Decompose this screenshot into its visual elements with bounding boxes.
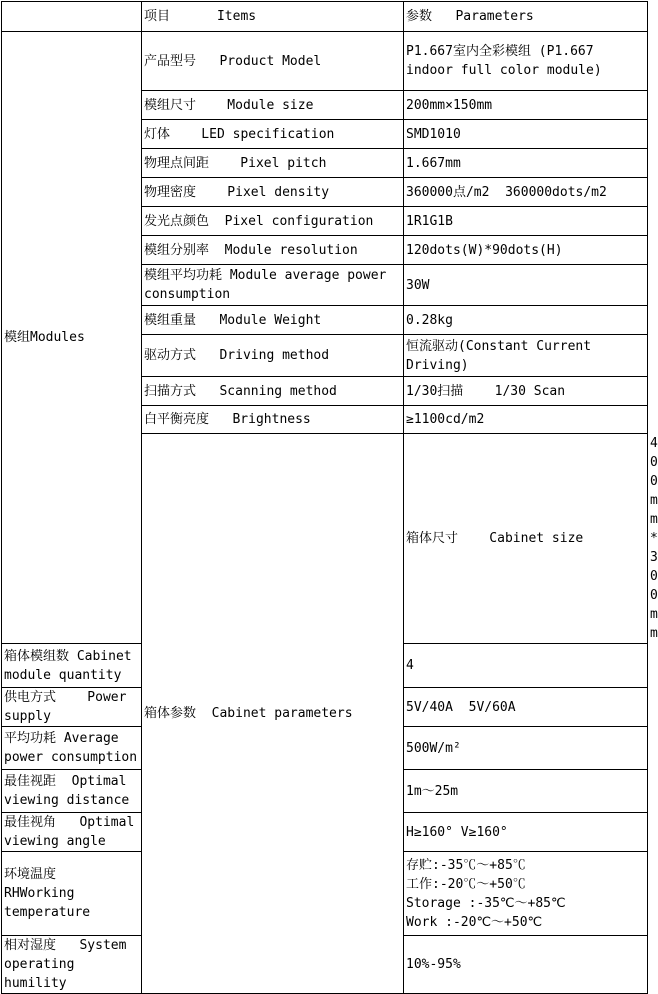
spec-table <box>1 1 658 994</box>
item-cell: 模组重量 Module Weight <box>142 306 404 335</box>
item-cell: 模组尺寸 Module size <box>142 91 404 120</box>
item-cell: 驱动方式 Driving method <box>142 335 404 377</box>
item-cell: 物理密度 Pixel density <box>142 178 404 207</box>
item-cell: 发光点颜色 Pixel configuration <box>142 207 404 236</box>
group-column-header <box>2 2 142 32</box>
item-cell: 灯体 LED specification <box>142 120 404 149</box>
param-cell: 恒流驱动(Constant Current Driving) <box>404 335 648 377</box>
param-cell: 200mm×150mm <box>404 91 648 120</box>
group-label-cabinet: 箱体参数 Cabinet parameters <box>142 434 404 994</box>
header-row <box>2 2 648 32</box>
table-row <box>2 32 648 91</box>
param-cell: ≥1100cd/m2 <box>404 406 648 434</box>
param-cell: 存贮:-35℃～+85℃ 工作:-20℃～+50℃ Storage :-35℃～+85℃ Work :-20℃～+50℃ <box>404 852 648 936</box>
param-cell: 0.28kg <box>404 306 648 335</box>
item-cell: 箱体尺寸 Cabinet size <box>404 434 648 644</box>
table-row: 箱体参数 Cabinet parameters 箱体尺寸 Cabinet size 400mm*300mm <box>2 434 648 644</box>
param-cell: 360000点/m2 360000dots/m2 <box>404 178 648 207</box>
parameters-header: 参数 Parameters <box>404 2 648 32</box>
param-cell: 1R1G1B <box>404 207 648 236</box>
param-cell: 30W <box>404 265 648 306</box>
item-cell: 环境温度 RHWorking temperature <box>2 852 142 936</box>
param-cell: 120dots(W)*90dots(H) <box>404 236 648 265</box>
param-cell: SMD1010 <box>404 120 648 149</box>
param-cell: 1.667mm <box>404 149 648 178</box>
item-cell: 供电方式 Power supply <box>2 688 142 727</box>
param-cell: 500W/m² <box>404 727 648 770</box>
group-label-modules: 模组Modules <box>2 32 142 644</box>
item-cell: 模组分别率 Module resolution <box>142 236 404 265</box>
param-cell: 4 <box>404 644 648 688</box>
item-cell: 最佳视角 Optimal viewing angle <box>2 813 142 852</box>
param-cell: 10%-95% <box>404 936 648 994</box>
item-cell: 模组平均功耗 Module average power consumption <box>142 265 404 306</box>
item-cell: 物理点间距 Pixel pitch <box>142 149 404 178</box>
item-cell: 最佳视距 Optimal viewing distance <box>2 770 142 813</box>
item-cell: 箱体模组数 Cabinet module quantity <box>2 644 142 688</box>
item-cell: 平均功耗 Average power consumption <box>2 727 142 770</box>
item-cell: 相对湿度 System operating humility <box>2 936 142 994</box>
param-cell: 1/30扫描 1/30 Scan <box>404 377 648 406</box>
item-cell: 白平衡亮度 Brightness <box>142 406 404 434</box>
param-cell: H≥160° V≥160° <box>404 813 648 852</box>
param-cell: 5V/40A 5V/60A <box>404 688 648 727</box>
item-cell: 产品型号 Product Model <box>142 32 404 91</box>
item-cell: 扫描方式 Scanning method <box>142 377 404 406</box>
items-header: 项目 Items <box>142 2 404 32</box>
param-cell: P1.667室内全彩模组 (P1.667 indoor full color module) <box>404 32 648 91</box>
param-cell: 1m～25m <box>404 770 648 813</box>
